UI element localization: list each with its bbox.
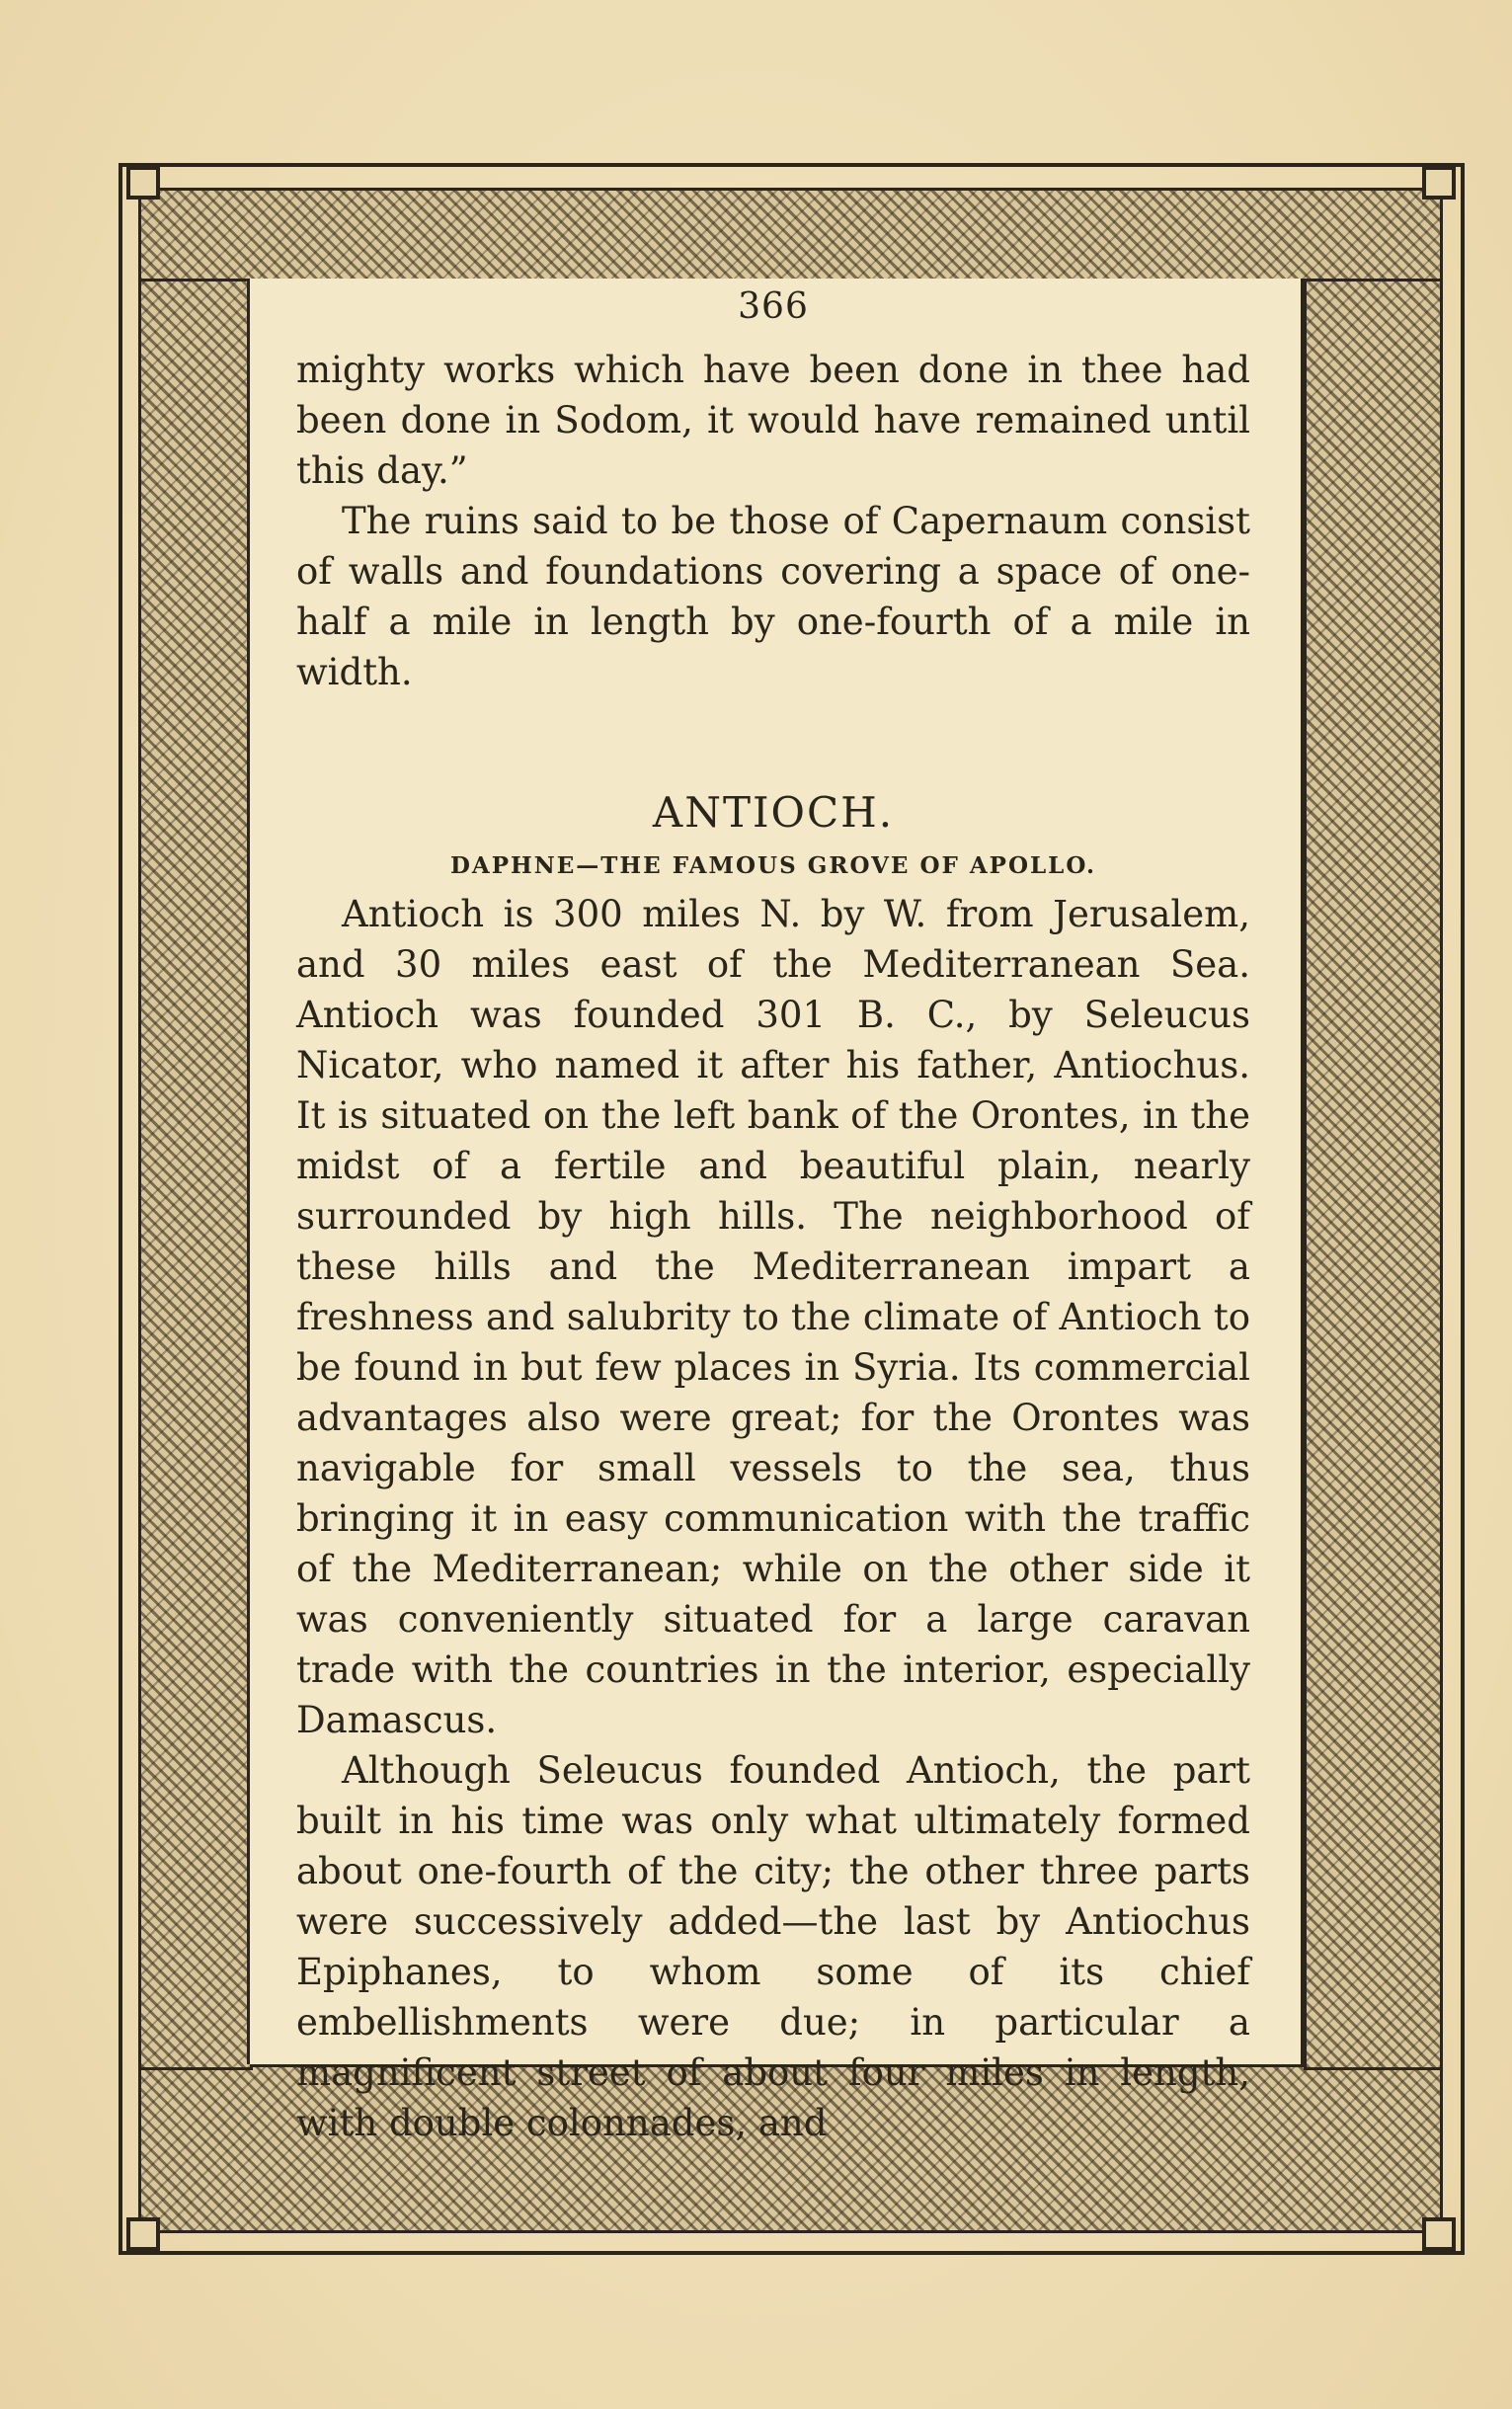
paragraph: Although Seleucus founded Antioch, the part built in his time was only what ultimately formed about one-fourth of the city; the other three parts were successively added—the last by Antiochus Epiphanes, to whom some of its chief embellishments were due; in particular a magnificent street of about four miles in length, with double colonnades, and [296,1749,1250,2144]
frame-corner-post [1422,2217,1456,2251]
paragraph: Antioch is 300 miles N. by W. from Jerusalem, and 30 miles east of the Mediterranean Sea. Antioch was founded 301 B. C., by Seleucus Nicator, who named it after his father, Antiochus. It is situated on the left bank of the Orontes, in the midst of a fertile and beautiful plain, nearly surrounded by high hills. The neighborhood of these hills and the Mediterranean impart a freshness and salubrity to the climate of Antioch to be found in but few places in Syria. Its commercial advantages also were great; for the Orontes was navigable for small vessels to the sea, thus bringing it in easy communication with the traffic of the Mediterranean; while on the other side it was conveniently situated for a large caravan trade with the countries in the interior, especially Damascus. [296,893,1250,1741]
frame-corner-post [126,2217,160,2251]
frame-corner-post [1422,166,1456,200]
page-number: 366 [738,286,809,327]
frame-corner-post [126,166,160,200]
page-content [296,286,1250,2148]
paragraph: The ruins said to be those of Capernaum consist of walls and foundations covering a space of one-half a mile in length by one-fourth of a mile in width. [296,500,1250,693]
ornament-band-right [1304,279,1443,2070]
ornament-band-top [138,188,1443,284]
section-subheading: DAPHNE—THE FAMOUS GROVE OF APOLLO. [449,852,1097,879]
ornament-band-left [138,279,253,2070]
section-heading: ANTIOCH. [652,788,895,837]
paragraph: mighty works which have been done in thee had been done in Sodom, it would have remained until this day.” [296,349,1250,492]
